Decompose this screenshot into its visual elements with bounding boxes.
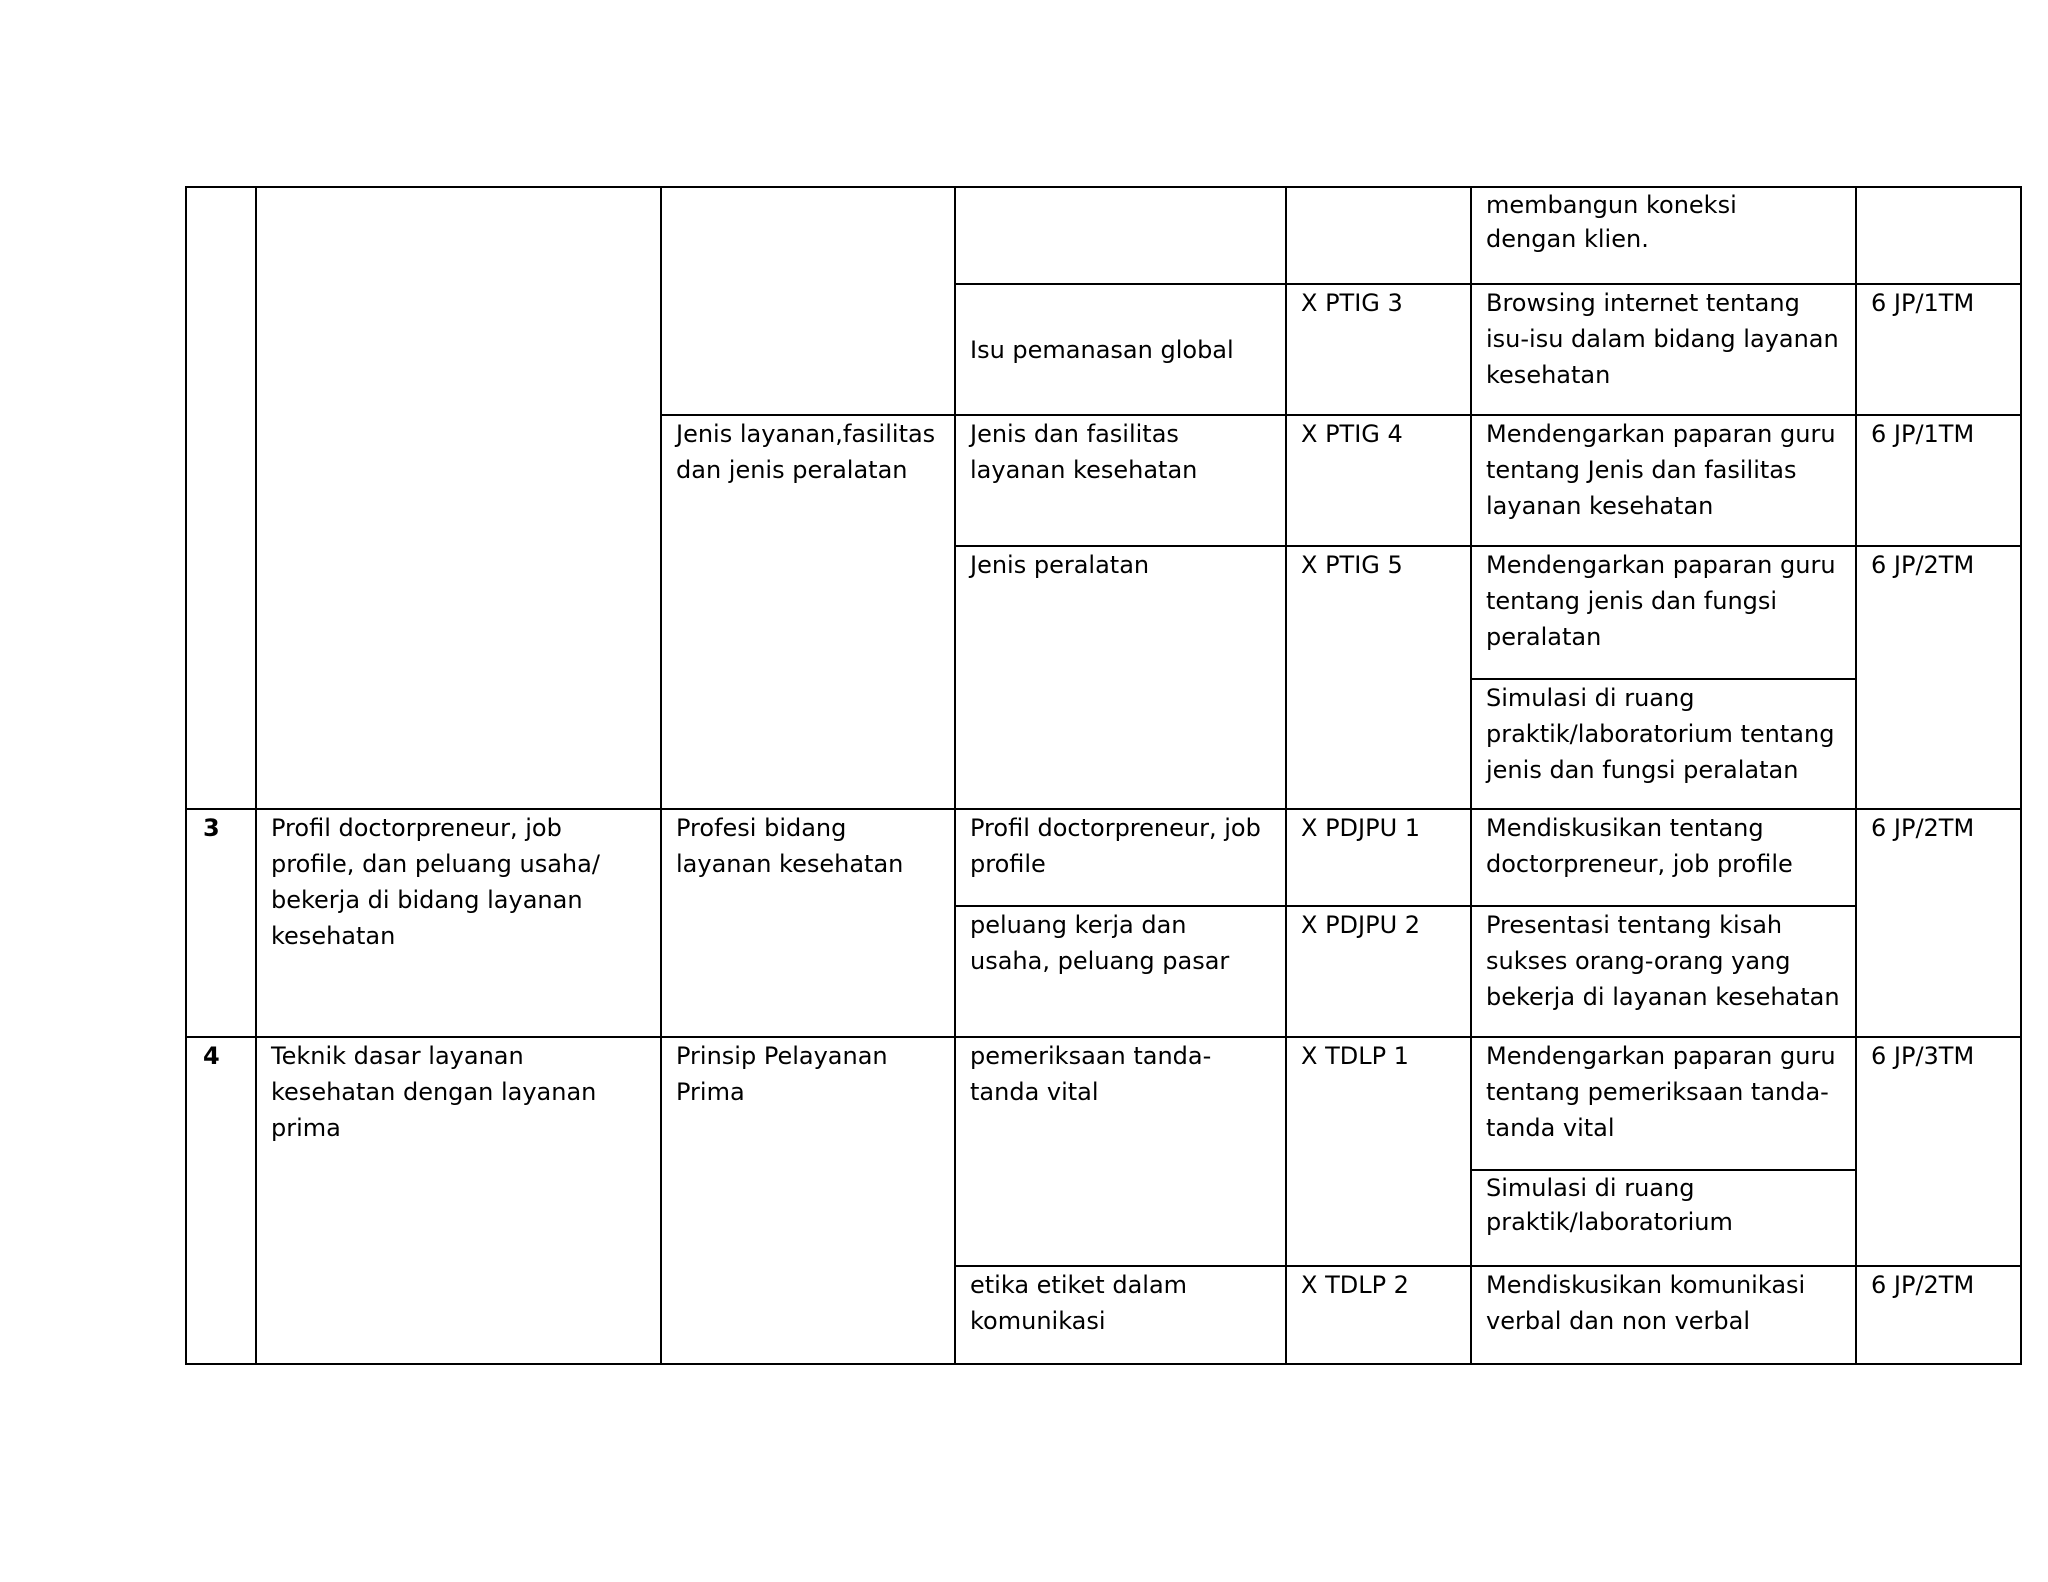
material-cell: peluang kerja dan usaha, peluang pasar — [955, 906, 1286, 1037]
competency-cell: Profil doctorpreneur, job profile, dan peluang usaha/ bekerja di bidang layanan kesehatan — [256, 809, 661, 1037]
material-cell: Isu pemanasan global — [955, 284, 1286, 415]
time-cell — [1856, 187, 2021, 284]
activity-cell: Mendengarkan paparan guru tentang pemeriksaan tanda-tanda vital — [1471, 1037, 1856, 1170]
competency-cell — [256, 187, 661, 809]
row-number: 4 — [186, 1037, 256, 1364]
time-cell: 6 JP/1TM — [1856, 284, 2021, 415]
material-cell: Jenis dan fasilitas layanan kesehatan — [955, 415, 1286, 546]
material-cell: etika etiket dalam komunikasi — [955, 1266, 1286, 1364]
activity-cell: Mendengarkan paparan guru tentang Jenis dan fasilitas layanan kesehatan — [1471, 415, 1856, 546]
table-row — [186, 1037, 2021, 1170]
code-cell: X PTIG 3 — [1286, 284, 1471, 415]
code-cell: X PDJPU 2 — [1286, 906, 1471, 1037]
material-cell — [955, 187, 1286, 284]
sub-material-cell: Prinsip Pelayanan Prima — [661, 1037, 955, 1364]
activity-cell: Mendiskusikan komunikasi verbal dan non verbal — [1471, 1266, 1856, 1364]
activity-cell: Mendengarkan paparan guru tentang jenis dan fungsi peralatan — [1471, 546, 1856, 679]
competency-cell: Teknik dasar layanan kesehatan dengan layanan prima — [256, 1037, 661, 1364]
activity-cell: Simulasi di ruang praktik/laboratorium tentang jenis dan fungsi peralatan — [1471, 679, 1856, 809]
material-cell: pemeriksaan tanda-tanda vital — [955, 1037, 1286, 1266]
activity-cell: Mendiskusikan tentang doctorpreneur, job profile — [1471, 809, 1856, 906]
code-cell: X TDLP 1 — [1286, 1037, 1471, 1266]
activity-cell: Browsing internet tentang isu-isu dalam bidang layanan kesehatan — [1471, 284, 1856, 415]
code-cell: X PDJPU 1 — [1286, 809, 1471, 906]
no-cell — [186, 187, 256, 809]
time-cell: 6 JP/1TM — [1856, 415, 2021, 546]
time-cell: 6 JP/2TM — [1856, 1266, 2021, 1364]
code-cell: X PTIG 5 — [1286, 546, 1471, 809]
activity-cell: membangun koneksi dengan klien. — [1471, 187, 1856, 284]
code-cell — [1286, 187, 1471, 284]
sub-material-cell — [661, 187, 955, 415]
curriculum-table — [185, 186, 2022, 1365]
row-number: 3 — [186, 809, 256, 1037]
time-cell: 6 JP/3TM — [1856, 1037, 2021, 1266]
code-cell: X TDLP 2 — [1286, 1266, 1471, 1364]
sub-material-cell: Profesi bidang layanan kesehatan — [661, 809, 955, 1037]
activity-cell: Presentasi tentang kisah sukses orang-orang yang bekerja di layanan kesehatan — [1471, 906, 1856, 1037]
activity-cell: Simulasi di ruang praktik/laboratorium — [1471, 1170, 1856, 1266]
material-cell: Jenis peralatan — [955, 546, 1286, 809]
material-cell: Profil doctorpreneur, job profile — [955, 809, 1286, 906]
table-row — [186, 187, 2021, 284]
time-cell: 6 JP/2TM — [1856, 809, 2021, 1037]
sub-material-cell: Jenis layanan,fasilitas dan jenis peralatan — [661, 415, 955, 809]
time-cell: 6 JP/2TM — [1856, 546, 2021, 809]
code-cell: X PTIG 4 — [1286, 415, 1471, 546]
table-row — [186, 809, 2021, 906]
